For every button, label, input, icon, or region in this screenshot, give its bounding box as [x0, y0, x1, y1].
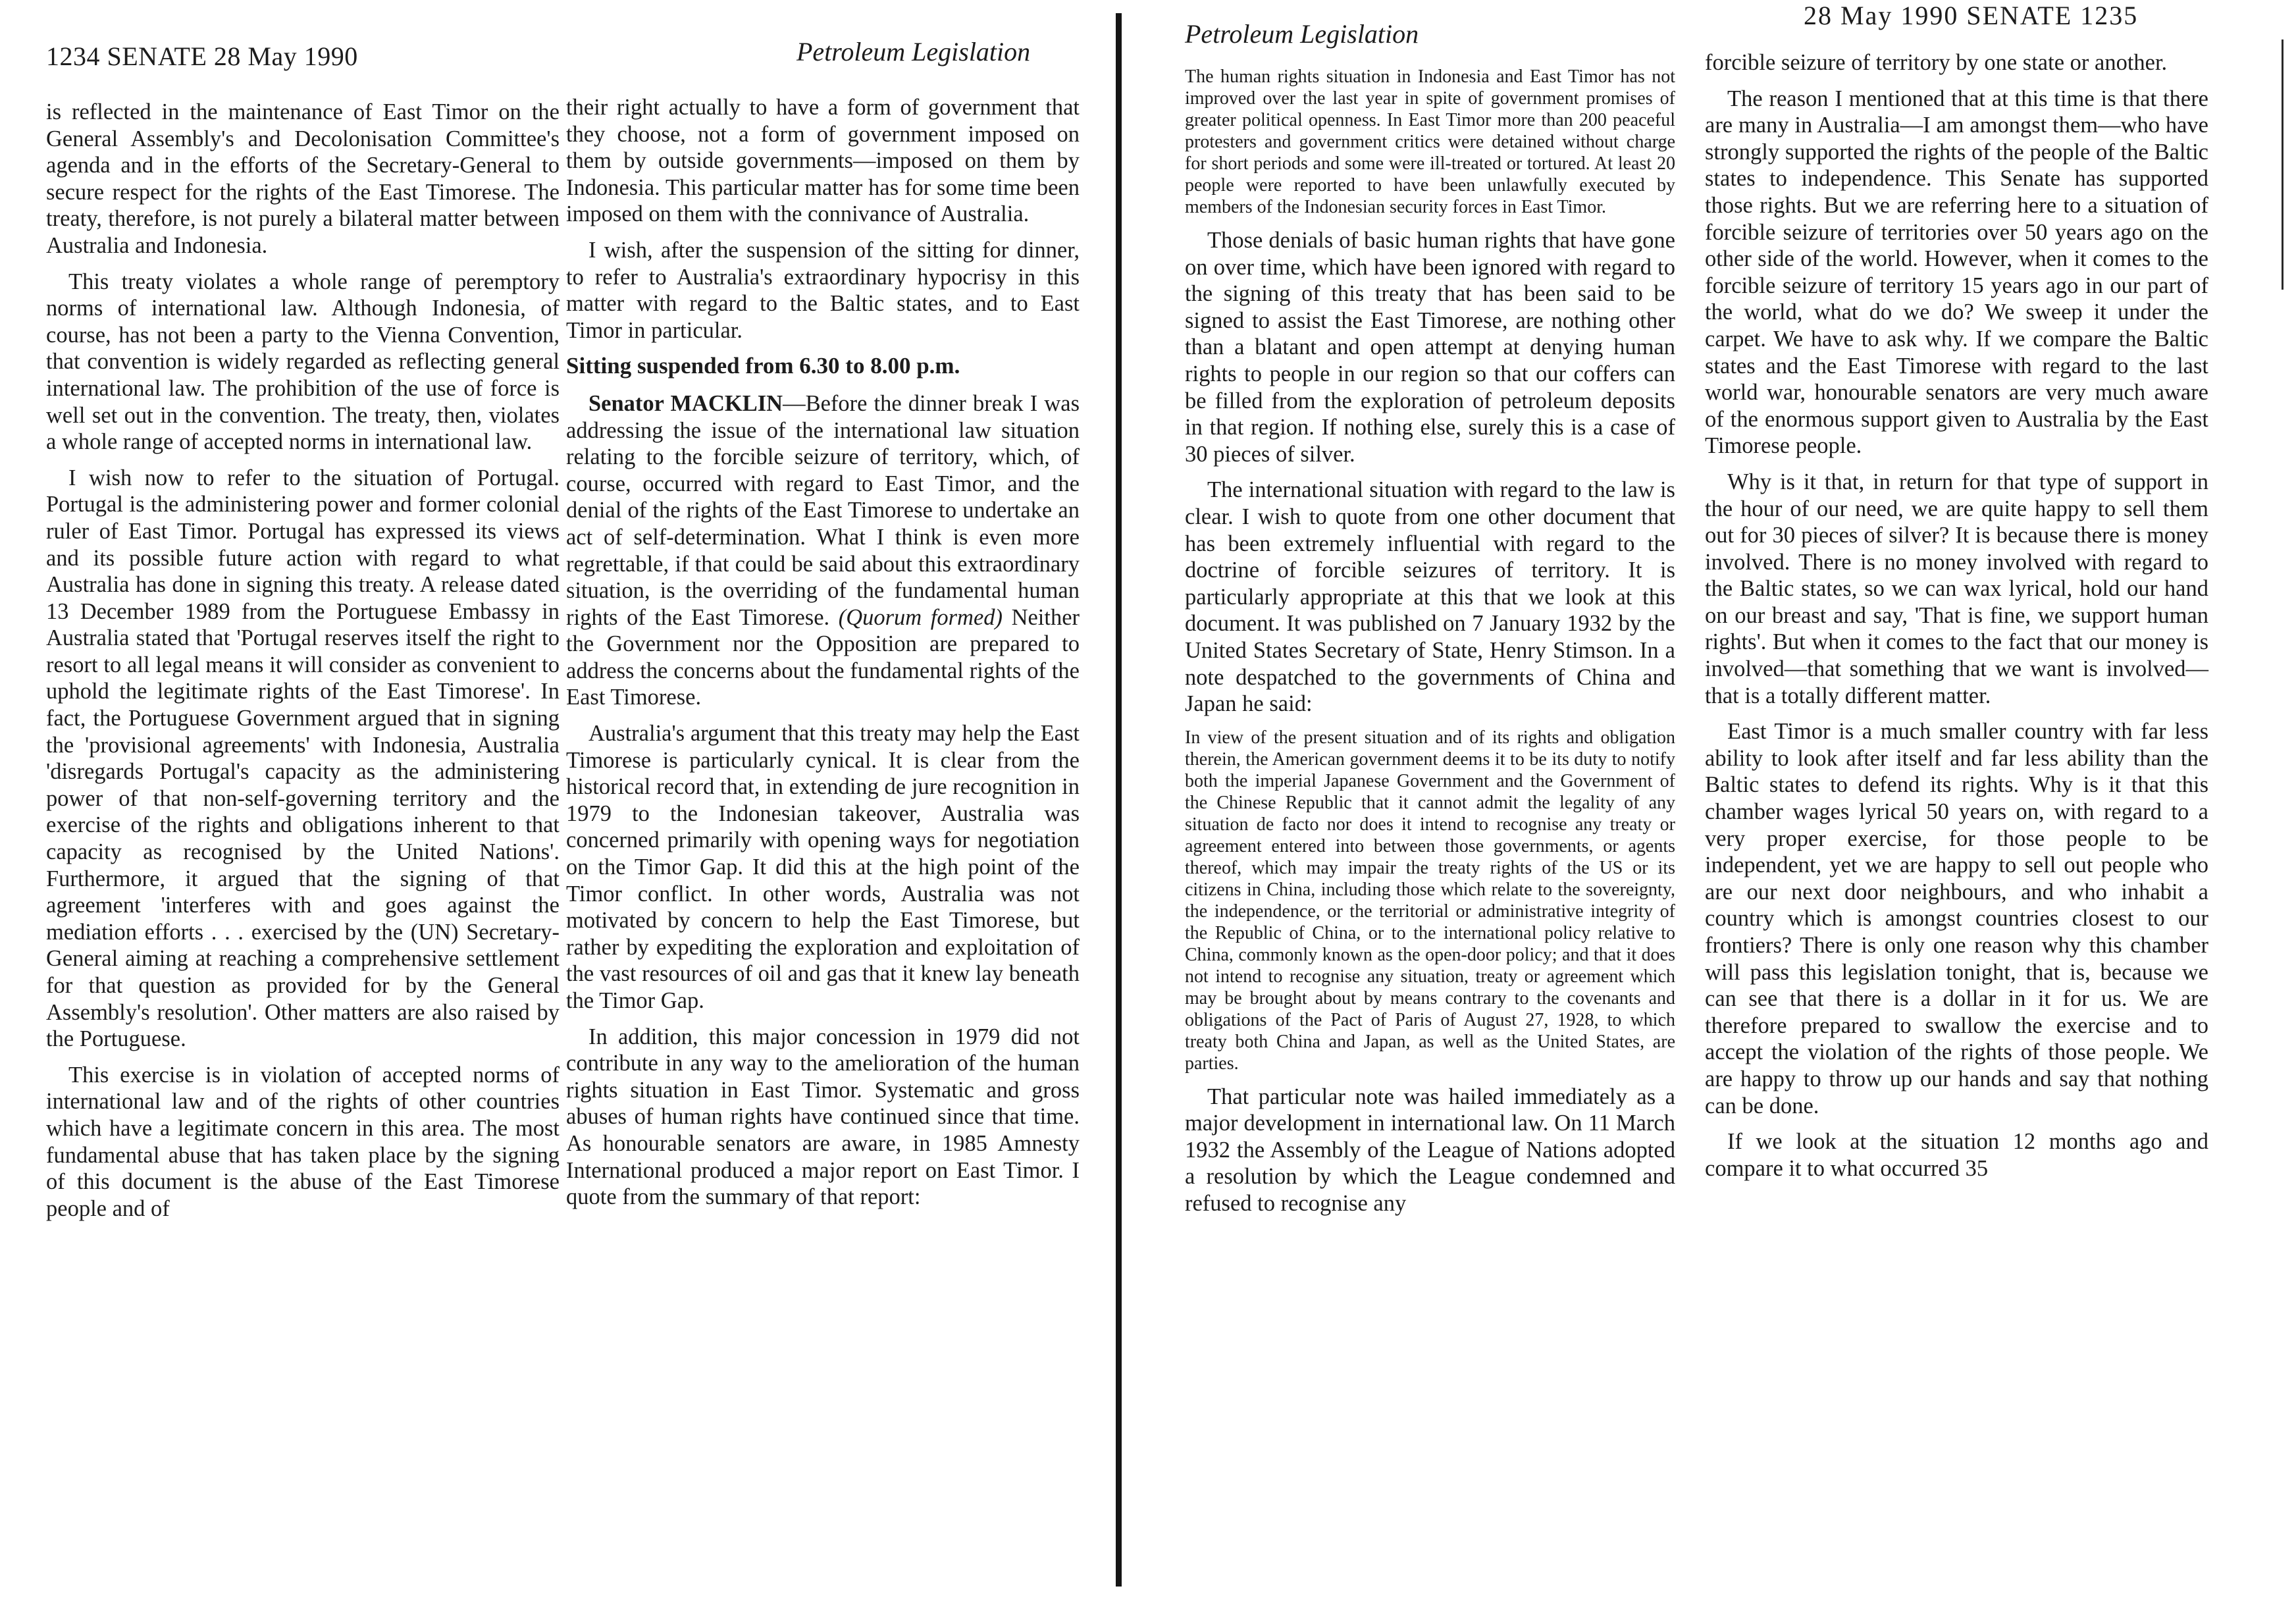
- paragraph: [566, 390, 1080, 711]
- right-page: [1172, 0, 2284, 1601]
- paragraph: The international situation with regard to the law is clear. I wish to quote from one other document that has been extremely influential with regard to the doctrine of forcible seizures of territory. It is particularly appropriate at this that we look at this document. It was published on 7 January 1932 by the United States Secretary of State, Henry Stimson. In a note despatched to the governments of China and Japan he said:: [1185, 477, 1675, 717]
- column-1: [46, 99, 560, 1231]
- page-header-left: 1234 SENATE 28 May 1990: [46, 41, 358, 71]
- paragraph: The reason I mentioned that at this time is that there are many in Australia—I am amongst them—who have strongly supported the rights of the people of the Baltic states to independence. This Senate has supported those rights. But we are referring here to a situation of forcible seizure of territories over 50 years ago on the other side of the world. However, when it comes to the forcible seizure of territory 15 years ago in our part of the world, what do we do? We sweep it under the carpet. We have to ask why. If we compare the Baltic states and the East Timorese with regard to the last world war, honourable senators are very much aware of the enormous support given to Australia by the East Timorese people.: [1705, 86, 2208, 459]
- page-edge-line: [2282, 39, 2283, 290]
- paragraph: This exercise is in violation of accepted norms of international law and of the rights of other countries which have a legitimate concern in this area. The most fundamental abuse that has taken place by the signing of this document is the abuse of the East Timorese people and of: [46, 1062, 560, 1221]
- left-page: [0, 0, 1119, 1601]
- stimson-quote: In view of the present situation and of its rights and obligation therein, the American government deems it to be its duty to notify both the imperial Japanese Government and the Government of the Chinese Republic that it cannot admit the legality of any situation de facto nor does it intend to recognise any treaty or agreement entered into between those governments, or agents thereof, which may impair the treaty rights of the US or its citizens in China, including those which relate to the sovereignty, the independence, or the territorial or administrative integrity of the Republic of China, or to the international policy relative to China, commonly known as the open-door policy; and that it does not intend to recognise any situation, treaty or agreement which may be brought about by means contrary to the covenants and obligations of the Pact of Paris of August 27, 1928, to which treaty both China and Japan, as well as the United States, are parties.: [1185, 727, 1675, 1074]
- paragraph: Why is it that, in return for that type of support in the hour of our need, we are quite happy to sell them out for 30 pieces of silver? It is because there is money involved. There is no money involved with regard to the Baltic states, so we can wax lyrical, hold our hand on our breast and say, 'That is fine, we support human rights'. But when it comes to the fact that our money is involved—that something that we want is involved—that is a totally different matter.: [1705, 469, 2208, 708]
- amnesty-quote: The human rights situation in Indonesia and East Timor has not improved over the last year in spite of government promises of greater political openness. In East Timor more than 200 peaceful protesters and government critics were detained without charge for short periods and some were ill-treated or tortured. At least 20 people were reported to have been unlawfully executed by members of the Indonesian security forces in East Timor.: [1185, 66, 1675, 217]
- paragraph: Those denials of basic human rights that have gone on over time, which have been ignored with regard to the signing of this treaty that has been said to be signed to assist the East Timorese, are nothing other than a blatant and open attempt at denying human rights to people in our region so that our coffers can be filled from the exploration of petroleum deposits in that region. If nothing else, surely this is a case of 30 pieces of silver.: [1185, 228, 1675, 467]
- running-title: Petroleum Legislation: [796, 37, 1031, 66]
- paragraph: is reflected in the maintenance of East Timor on the General Assembly's and Decolonisation Committee's agenda and in the efforts of the Secretary-General to secure respect for the rights of the East Timorese. The treaty, therefore, is not purely a bilateral matter between Australia and Indonesia.: [46, 99, 560, 258]
- column-4: [1705, 49, 2208, 1191]
- paragraph: This treaty violates a whole range of peremptory norms of international law. Although Indonesia, of course, has not been a party to the Vienna Convention, that convention is widely regarded as reflecting general international law. The prohibition of the use of force is well set out in the convention. The treaty, then, violates a whole range of accepted norms in international law.: [46, 269, 560, 455]
- column-2: [566, 94, 1080, 1220]
- speech-text: —Before the dinner break I was addressing the issue of the international law situation relating to the forcible seizure of territory, which, of course, occurred with regard to East Timor, and the denial of the rights of the East Timorese to undertake an act of self-determination. What I think is even more regrettable, if that could be said about this extraordinary situation, is the overriding of the fundamental human rights of the East Timorese.: [566, 390, 1080, 630]
- speech-text: Neither the Government nor the Opposition are prepared to address the concerns about the fundamental rights of the East Timorese.: [566, 604, 1080, 710]
- page-gutter: [1116, 13, 1122, 1587]
- paragraph: I wish now to refer to the situation of Portugal. Portugal is the administering power and former colonial ruler of East Timor. Portugal has expressed its views and its possible future action with regard to what Australia has done in signing this treaty. A release dated 13 December 1989 from the Portuguese Embassy in Australia stated that 'Portugal reserves itself the right to resort to all legal means it will consider as convenient to uphold the legitimate rights of the East Timorese'. In fact, the Portuguese Government argued that in signing the 'provisional agreements' with Indonesia, Australia 'disregards Portugal's capacity as the administering power of that non-self-governing territory and the exercise of the rights and obligations inherent to that capacity as recognised by the United Nations'. Furthermore, it argued that the signing of that agreement 'interferes with and goes against the mediation efforts . . . exercised by the (UN) Secretary-General aiming at reaching a comprehensive settlement for that question as provided for by the General Assembly's resolution'. Other matters are also raised by the Portuguese.: [46, 465, 560, 1052]
- column-3: [1185, 66, 1675, 1226]
- paragraph: In addition, this major concession in 1979 did not contribute in any way to the amelioration of the human rights situation in East Timor. Systematic and gross abuses of human rights have continued since that time. As honourable senators are aware, in 1985 Amnesty International produced a major report on East Timor. I quote from the summary of that report:: [566, 1024, 1080, 1210]
- paragraph: their right actually to have a form of government that they choose, not a form of government imposed on them by outside governments—imposed on them by Indonesia. This particular matter has for some time been imposed on them with the connivance of Australia.: [566, 95, 1080, 227]
- sitting-suspended-heading: Sitting suspended from 6.30 to 8.00 p.m.: [566, 353, 960, 379]
- quorum-note: (Quorum formed): [838, 604, 1003, 630]
- paragraph: That particular note was hailed immediately as a major development in international law. On 11 March 1932 the Assembly of the League of Nations adopted a resolution by which the League condemned and refused to recognise any: [1185, 1084, 1675, 1217]
- paragraph: Australia's argument that this treaty may help the East Timorese is particularly cynical. It is clear from the historical record that, in extending de jure recognition in 1979 to the Indonesian takeover, Australia was concerned primarily with opening ways for negotiation on the Timor Gap. It did this at the high point of the Timor conflict. In other words, Australia was not motivated by concern to help the East Timorese, but rather by expediting the exploration and exploitation of the vast resources of oil and gas that it knew lay beneath the Timor Gap.: [566, 721, 1080, 1013]
- paragraph: I wish, after the suspension of the sitting for dinner, to refer to Australia's extraordinary hypocrisy in this matter with regard to the Baltic states, and to East Timor in particular.: [566, 237, 1080, 343]
- paragraph: forcible seizure of territory by one state or another.: [1705, 50, 2168, 75]
- paragraph: East Timor is a much smaller country with far less ability to look after itself and far less ability than the Baltic states to defend its rights. Why is it that this chamber wages lyrical 50 years on, with regard to a very proper exercise, for those people to be independent, yet we are happy to sell out people who are our next door neighbours, and who inhabit a country which is amongst countries closest to our frontiers? There is only one reason why this chamber will pass this legislation tonight, that is, because we can see that there is a dollar in it for us. We are therefore prepared to swallow the exercise and to accept the violation of the rights of those people. We are happy to throw up our hands and say that nothing can be done.: [1705, 719, 2208, 1118]
- page-header-right: 28 May 1990 SENATE 1235: [1804, 1, 2139, 30]
- speaker-name: Senator MACKLIN: [588, 390, 783, 416]
- running-title: Petroleum Legislation: [1185, 19, 1419, 49]
- paragraph: If we look at the situation 12 months ago and compare it to what occurred 35: [1705, 1129, 2208, 1181]
